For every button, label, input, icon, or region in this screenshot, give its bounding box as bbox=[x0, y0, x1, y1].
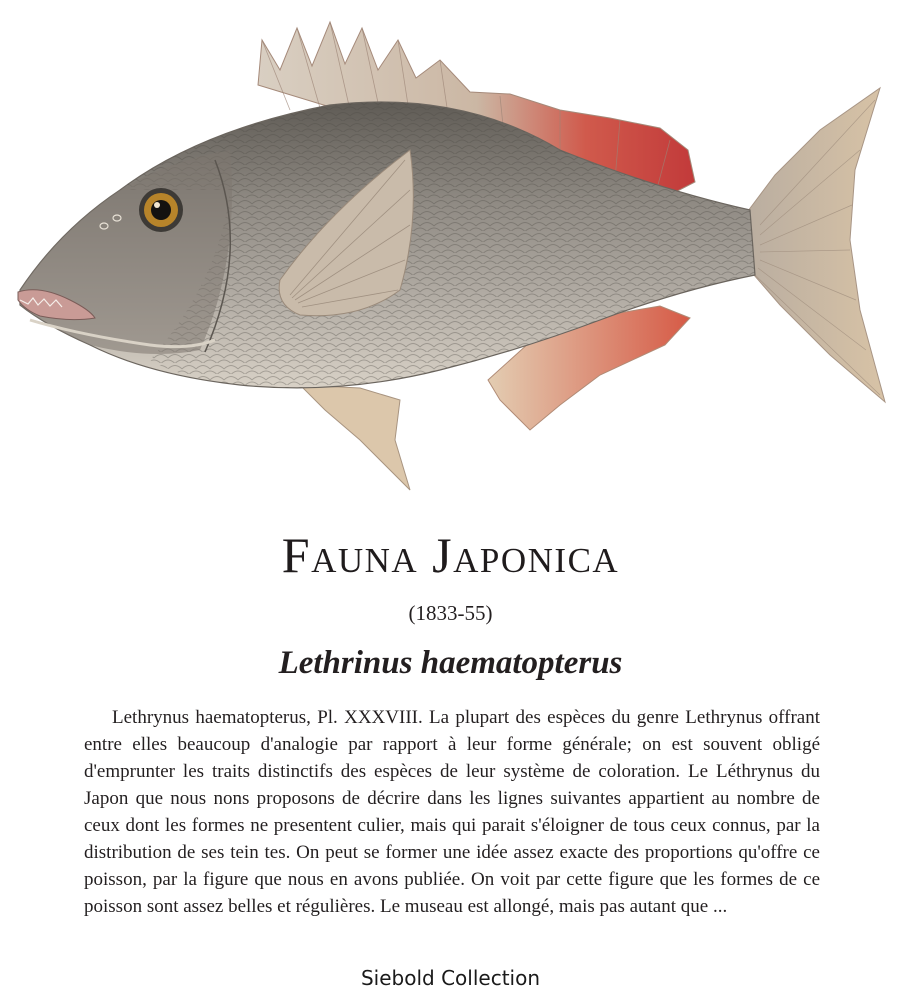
pelvic-fin bbox=[300, 385, 410, 490]
page-title: Fauna Japonica bbox=[281, 527, 620, 583]
publication-years: (1833-55) bbox=[408, 601, 493, 625]
collection-credit: Siebold Collection bbox=[360, 966, 541, 990]
gill-cover bbox=[20, 150, 232, 354]
caudal-fin bbox=[745, 88, 885, 402]
species-name: Lethrinus haematopterus bbox=[278, 645, 623, 681]
description-paragraph: Lethrynus haematopterus, Pl. XXXVIII. La plupart des espèces du genre Lethrynus offrant entre elles beaucoup d'analogie par rapport à leur forme générale; on est souvent obligé d'emprunter les traits distinctifs des espèces de leur système de coloration. Le Léthrynus du Japon que nous nons proposons de décrire dans les lignes suivantes appartient au nombre de ceux dont les formes ne presentent culier, mais qui parait s'éloigner de tous ceux connus, par la distribution de ses tein tes. On peut se former une idée assez exacte des proportions qu'offre ce poisson, par la figure que nous en avons publiée. On voit par cette figure que les formes de ce poisson sont assez belles et régulières. Le museau est allongé, mais pas autant que ... bbox=[84, 707, 820, 917]
